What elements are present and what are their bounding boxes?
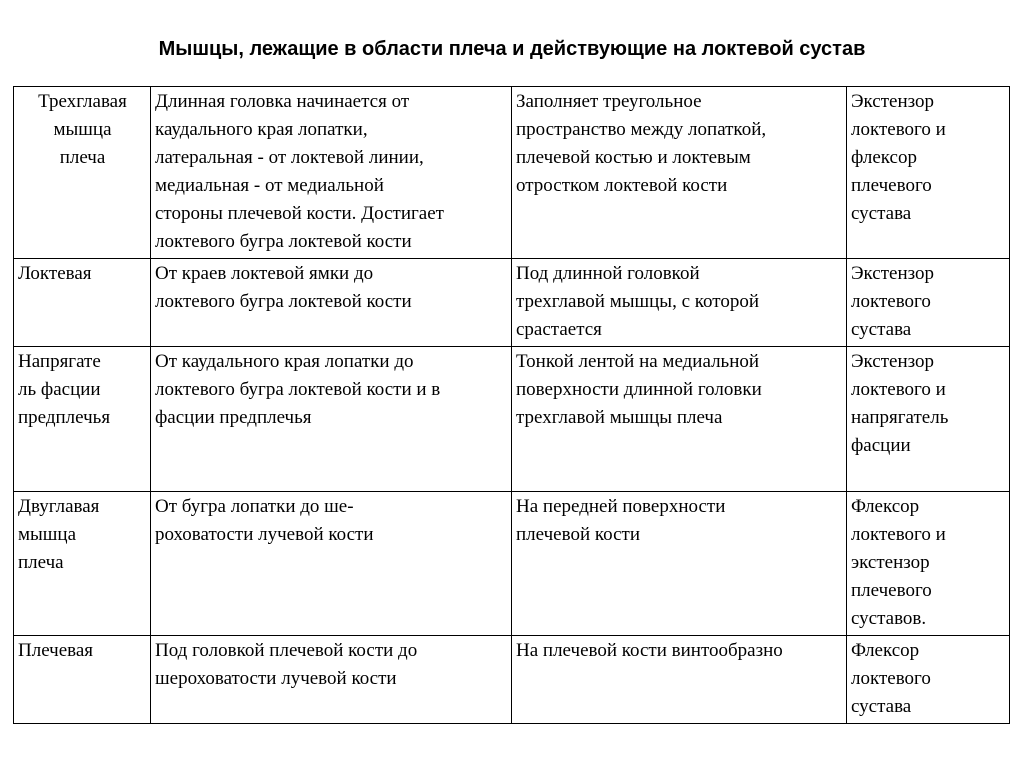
- muscle-name-cell: Двуглавая мышца плеча: [14, 492, 151, 636]
- function-cell: Экстензор локтевого сустава: [847, 259, 1010, 347]
- origin-cell: От каудального края лопатки до локтевого бугра локтевой кости и в фасции предплечья: [151, 347, 512, 492]
- muscle-name-cell: Трехглавая мышца плеча: [14, 87, 151, 259]
- table-row: [14, 87, 1010, 259]
- function-cell: Флексор локтевого сустава: [847, 636, 1010, 724]
- table-row: [14, 259, 1010, 347]
- page-title: Мышцы, лежащие в области плеча и действующие на локтевой сустав: [158, 38, 866, 60]
- position-cell: Заполняет треугольное пространство между лопаткой, плечевой костью и локтевым отростком локтевой кости: [512, 87, 847, 259]
- muscle-name-cell: Напрягате ль фасции предплечья: [14, 347, 151, 492]
- muscle-name-cell: Локтевая: [14, 259, 151, 347]
- table-row: [14, 636, 1010, 724]
- position-cell: На плечевой кости винтообразно: [512, 636, 847, 724]
- position-cell: Тонкой лентой на медиальной поверхности длинной головки трехглавой мышцы плеча: [512, 347, 847, 492]
- origin-cell: Длинная головка начинается от каудального края лопатки, латеральная - от локтевой линии, медиальная - от медиальной стороны плечевой кости. Достигает локтевого бугра локтевой кости: [151, 87, 512, 259]
- muscles-table: [13, 86, 1010, 724]
- table-row: [14, 347, 1010, 492]
- muscle-name-cell: Плечевая: [14, 636, 151, 724]
- function-cell: Экстензор локтевого и напрягатель фасции: [847, 347, 1010, 492]
- origin-cell: От краев локтевой ямки до локтевого бугра локтевой кости: [151, 259, 512, 347]
- origin-cell: От бугра лопатки до ше- роховатости лучевой кости: [151, 492, 512, 636]
- table-row: [14, 492, 1010, 636]
- position-cell: Под длинной головкой трехглавой мышцы, с которой срастается: [512, 259, 847, 347]
- origin-cell: Под головкой плечевой кости до шероховатости лучевой кости: [151, 636, 512, 724]
- function-cell: Экстензор локтевого и флексор плечевого сустава: [847, 87, 1010, 259]
- position-cell: На передней поверхности плечевой кости: [512, 492, 847, 636]
- function-cell: Флексор локтевого и экстензор плечевого суставов.: [847, 492, 1010, 636]
